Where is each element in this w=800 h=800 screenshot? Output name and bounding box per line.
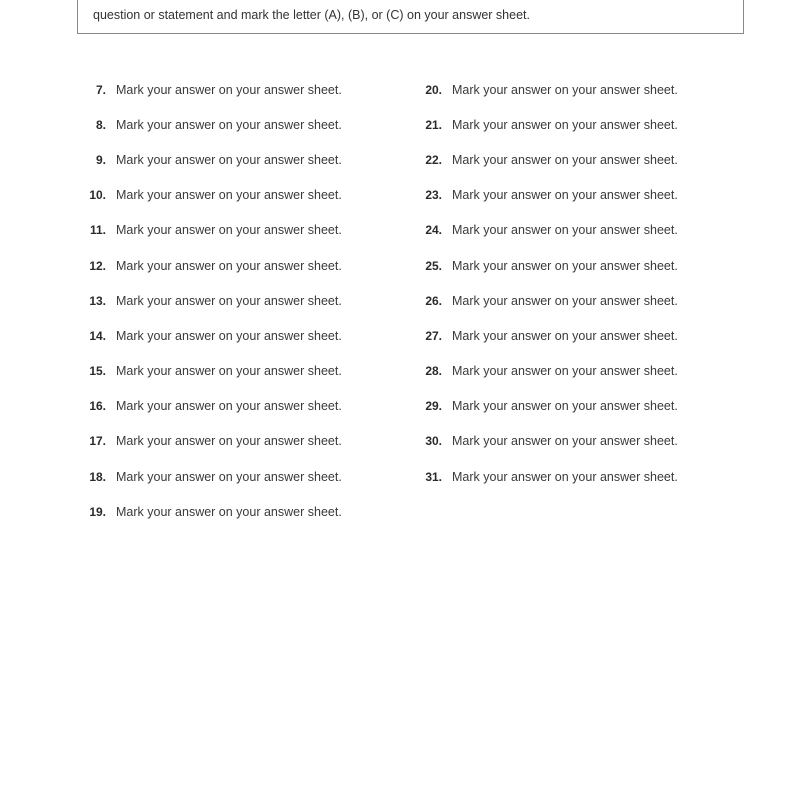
question-item (414, 318, 678, 353)
question-item (78, 248, 342, 283)
question-text: Mark your answer on your answer sheet. (452, 152, 678, 167)
question-number: 22. (425, 152, 442, 167)
question-number: 15. (89, 364, 106, 379)
question-text: Mark your answer on your answer sheet. (452, 364, 678, 379)
question-number: 24. (425, 223, 442, 238)
question-number: 14. (89, 328, 106, 343)
question-item (414, 72, 678, 107)
question-item (414, 389, 678, 424)
question-item (414, 142, 678, 177)
question-item (414, 213, 678, 248)
question-number: 19. (89, 504, 106, 519)
question-number: 20. (425, 82, 442, 97)
question-item (414, 178, 678, 213)
question-text: Mark your answer on your answer sheet. (116, 117, 342, 132)
question-item (78, 142, 342, 177)
question-item (414, 459, 678, 494)
question-number: 27. (425, 328, 442, 343)
question-number: 13. (89, 293, 106, 308)
question-text: Mark your answer on your answer sheet. (116, 258, 342, 273)
question-number: 26. (425, 293, 442, 308)
question-number: 21. (425, 117, 442, 132)
question-item (78, 424, 342, 459)
question-text: Mark your answer on your answer sheet. (116, 399, 342, 414)
question-item (78, 389, 342, 424)
question-item (414, 283, 678, 318)
question-text: Mark your answer on your answer sheet. (116, 504, 342, 519)
question-item (414, 424, 678, 459)
question-item (78, 72, 342, 107)
question-text: Mark your answer on your answer sheet. (116, 188, 342, 203)
question-number: 7. (95, 82, 106, 97)
question-item (414, 107, 678, 142)
question-text: Mark your answer on your answer sheet. (452, 258, 678, 273)
question-item (414, 248, 678, 283)
question-number: 18. (89, 469, 106, 484)
question-text: Mark your answer on your answer sheet. (452, 328, 678, 343)
question-text: Mark your answer on your answer sheet. (116, 328, 342, 343)
question-number: 17. (89, 434, 106, 449)
question-number: 9. (95, 152, 106, 167)
question-number: 30. (425, 434, 442, 449)
question-item (78, 459, 342, 494)
question-text: Mark your answer on your answer sheet. (116, 364, 342, 379)
question-item (78, 178, 342, 213)
question-item (414, 354, 678, 389)
question-text: Mark your answer on your answer sheet. (116, 152, 342, 167)
question-number: 11. (89, 223, 106, 238)
question-text: Mark your answer on your answer sheet. (452, 434, 678, 449)
question-number: 12. (89, 258, 106, 273)
question-text: Mark your answer on your answer sheet. (116, 223, 342, 238)
question-text: Mark your answer on your answer sheet. (452, 293, 678, 308)
instructions-box (77, 0, 744, 34)
question-number: 23. (425, 188, 442, 203)
question-number: 28. (425, 364, 442, 379)
question-number: 31. (425, 469, 442, 484)
question-text: Mark your answer on your answer sheet. (116, 434, 342, 449)
question-number: 25. (425, 258, 442, 273)
question-text: Mark your answer on your answer sheet. (452, 399, 678, 414)
question-item (78, 213, 342, 248)
question-item (78, 283, 342, 318)
question-text: Mark your answer on your answer sheet. (116, 293, 342, 308)
question-number: 10. (89, 188, 106, 203)
question-item (78, 354, 342, 389)
question-list-right (414, 72, 678, 494)
question-text: Mark your answer on your answer sheet. (116, 82, 342, 97)
question-list-left (78, 72, 342, 529)
question-number: 8. (95, 117, 106, 132)
question-item (78, 494, 342, 529)
question-text: Mark your answer on your answer sheet. (452, 82, 678, 97)
question-text: Mark your answer on your answer sheet. (452, 117, 678, 132)
question-text: Mark your answer on your answer sheet. (452, 469, 678, 484)
question-text: Mark your answer on your answer sheet. (452, 188, 678, 203)
question-text: Mark your answer on your answer sheet. (452, 223, 678, 238)
question-text: Mark your answer on your answer sheet. (116, 469, 342, 484)
instructions-text: question or statement and mark the letter (A), (B), or (C) on your answer sheet. (93, 8, 530, 22)
question-number: 16. (89, 399, 106, 414)
question-item (78, 318, 342, 353)
question-number: 29. (425, 399, 442, 414)
question-item (78, 107, 342, 142)
